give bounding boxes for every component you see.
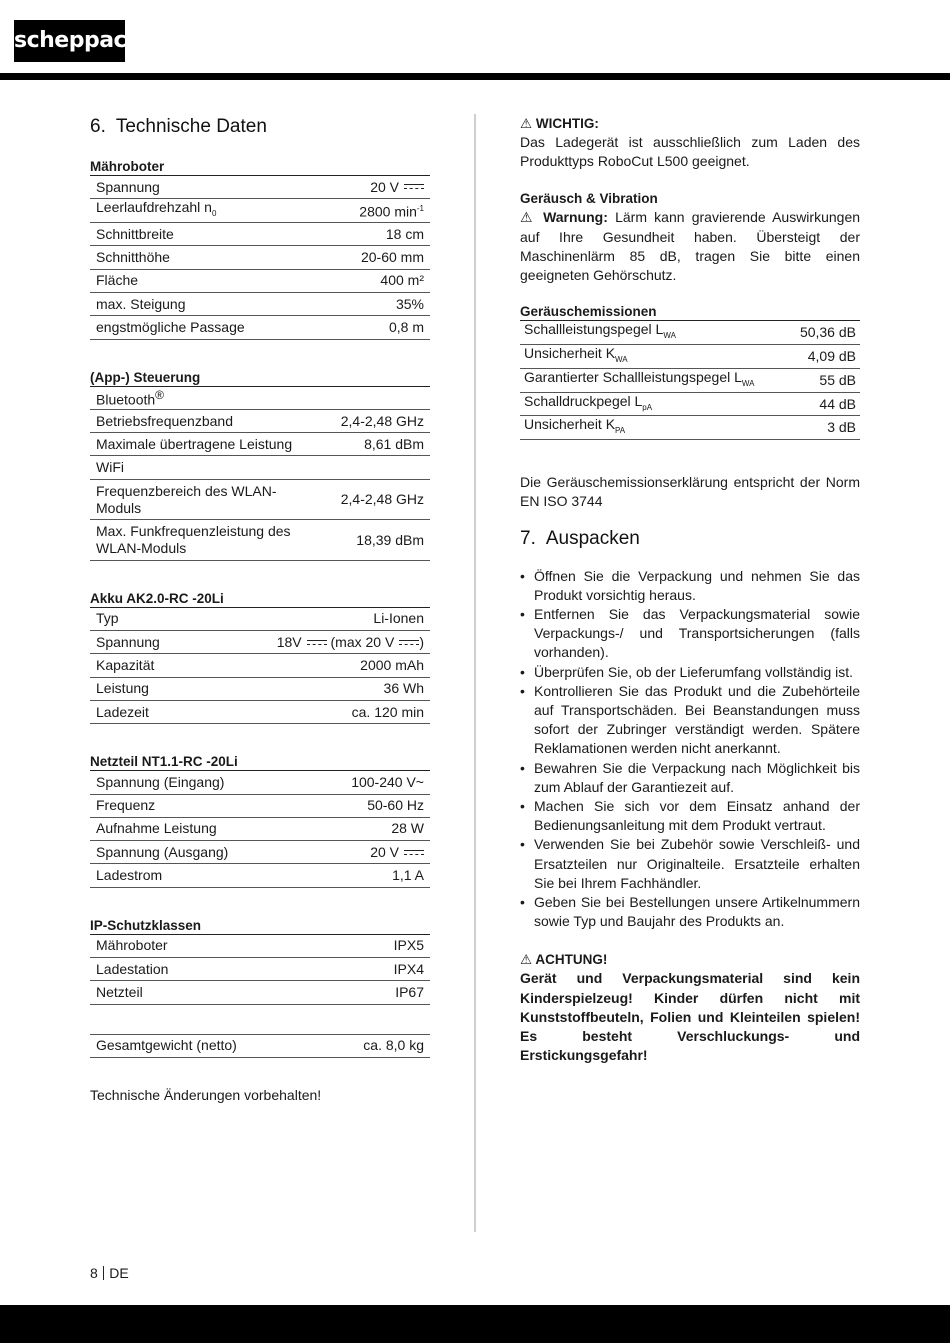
spec-table (90, 917, 430, 1005)
spec-table-title: Netzteil NT1.1-RC -20Li (90, 753, 430, 771)
spec-value (384, 680, 424, 697)
spec-value (391, 820, 424, 837)
wichtig-label: WICHTIG: (535, 116, 599, 131)
spec-value (352, 704, 424, 721)
emission-row (520, 345, 860, 369)
warnung-paragraph (520, 208, 860, 285)
wichtig-text: Das Ladegerät ist ausschließlich zum Laden des Produkttyps RoboCut L500 geeignet. (520, 134, 860, 170)
spec-label (96, 199, 359, 222)
spec-value-text: 0,8 m (388, 318, 424, 335)
achtung-label: ACHTUNG! (535, 952, 608, 968)
spec-label-text: Ladestation (96, 960, 169, 977)
wichtig-heading (520, 114, 860, 133)
spec-label (96, 272, 380, 289)
emission-label (524, 345, 808, 368)
spec-value (373, 610, 424, 627)
spec-value-text: 18V (276, 633, 302, 650)
spec-value-text: 18,39 dBm (356, 531, 424, 548)
spec-row (90, 199, 430, 223)
emission-label-text: Schallleistungspegel L (524, 321, 664, 338)
emission-row (520, 321, 860, 345)
spec-label-text: Aufnahme Leistung (96, 820, 217, 837)
warning-triangle-icon: ⚠ (520, 209, 536, 226)
list-item: • Kontrollieren Sie das Produkt und die Zubehörteile auf Transportschäden. Bei Beanstandungen muss sofort der Zubringer verständigt werden. Spätere Reklamationen werden nicht anerkannt. (520, 682, 860, 759)
warning-triangle-icon: ⚠ (520, 116, 533, 131)
spec-value-text: ca. 120 min (351, 703, 424, 720)
spec-label (96, 657, 360, 674)
spec-value-text: 100-240 V~ (351, 773, 424, 790)
spec-label-text: Bluetooth (96, 391, 156, 408)
spec-row (90, 631, 430, 654)
spec-label-text: Maximale übertragene Leistung (96, 435, 293, 452)
emission-label-text: Unsicherheit K (524, 416, 616, 433)
spec-label-text: Spannung (96, 178, 160, 195)
brand-logo: scheppach (14, 20, 125, 62)
spec-value-text: 28 W (391, 820, 424, 837)
spec-row (90, 818, 430, 841)
emission-label (524, 393, 819, 416)
weight-table (90, 1034, 430, 1058)
spec-label-text: Typ (96, 610, 119, 627)
weight-value: ca. 8,0 kg (363, 1037, 424, 1054)
spec-label (96, 820, 391, 837)
language-code: DE (109, 1265, 129, 1281)
spec-label-text: Spannung (Eingang) (96, 773, 225, 790)
spec-row (90, 270, 430, 293)
emission-label-sub: WA (741, 378, 755, 388)
spec-label (96, 523, 296, 557)
emission-label (524, 369, 819, 392)
changes-note: Technische Änderungen vorbehalten! (90, 1086, 322, 1103)
spec-value-text: IPX4 (393, 960, 424, 977)
spec-label-text: Leerlaufdrehzahl n (96, 199, 212, 216)
spec-row (90, 456, 430, 479)
spec-value-text: ) (419, 633, 424, 650)
emission-label (524, 416, 827, 439)
spec-value-text: 35% (395, 295, 424, 312)
spec-value-text: 400 m² (380, 272, 424, 289)
emission-label-text: Unsicherheit K (524, 345, 616, 362)
spec-row (90, 864, 430, 887)
unpacking-list (520, 567, 860, 932)
spec-value (370, 179, 424, 196)
spec-label-text: Fläche (96, 272, 139, 289)
spec-label (96, 937, 394, 954)
section-heading-technical-data (90, 114, 430, 140)
spec-label-text: Kapazität (96, 657, 155, 673)
spec-row (90, 316, 430, 339)
spec-label-text: Schnittbreite (96, 225, 174, 242)
spec-label (96, 483, 296, 517)
spec-value (277, 634, 424, 651)
spec-table-title: IP-Schutzklassen (90, 917, 430, 935)
direct-current-icon (399, 639, 419, 648)
spec-value (370, 844, 424, 861)
emission-value: 55 dB (819, 371, 856, 388)
spec-label (96, 797, 367, 814)
spec-table (90, 590, 430, 724)
spec-value (351, 774, 424, 791)
spec-label-text: Max. Funkfrequenzleistung des WLAN-Moduls (96, 523, 291, 557)
footer-separator (103, 1266, 105, 1280)
spec-label (96, 680, 384, 697)
section-number: 6. (90, 116, 106, 137)
emission-label-sub: WA (615, 354, 628, 364)
spec-label-sub: 0 (211, 209, 217, 219)
spec-label-text: Frequenzbereich des WLAN-Moduls (96, 482, 277, 516)
emission-value: 4,09 dB (807, 347, 856, 364)
spec-value-text: IP67 (395, 983, 424, 1000)
spec-value (395, 984, 424, 1001)
section-heading-unpacking (520, 526, 860, 552)
emission-label-sub: WA (663, 331, 676, 341)
spec-row (90, 246, 430, 269)
spec-table (90, 158, 430, 340)
list-item: • Bewahren Sie die Verpackung nach Möglichkeit bis zum Ablauf der Garantiezeit auf. (520, 759, 860, 797)
spec-row (90, 771, 430, 794)
spec-table (90, 369, 430, 561)
left-column (90, 114, 430, 1105)
spec-label (96, 459, 424, 476)
spec-value-text: 20 V (370, 843, 399, 860)
spec-value (364, 436, 424, 453)
spec-label (96, 319, 389, 336)
spec-value-text: 36 Wh (383, 680, 424, 697)
spec-value-text: 1,1 A (392, 867, 424, 884)
spec-value-text: (max 20 V (330, 633, 395, 650)
spec-label-text: Frequenz (96, 797, 156, 814)
registered-mark: ® (155, 387, 165, 402)
spec-value (386, 226, 424, 243)
spec-value (356, 532, 424, 549)
footer-bar (0, 1305, 950, 1343)
spec-value-text: Li-Ionen (373, 610, 424, 627)
spec-label (96, 634, 277, 651)
list-item: • Öffnen Sie die Verpackung und nehmen Sie das Produkt vorsichtig heraus. (520, 567, 860, 605)
emission-label-text: Garantierter Schallleistungspegel L (524, 368, 742, 385)
spec-row (90, 176, 430, 199)
spec-value-text: 18 cm (385, 225, 424, 242)
direct-current-icon (404, 849, 424, 858)
spec-row (90, 841, 430, 864)
weight-label: Gesamtgewicht (netto) (96, 1037, 237, 1054)
spec-row (90, 795, 430, 818)
spec-row (90, 387, 430, 410)
noise-heading: Geräusch & Vibration (520, 191, 658, 207)
spec-label (96, 179, 370, 196)
spec-value (341, 491, 424, 508)
spec-label-text: Ladezeit (96, 703, 149, 720)
emission-value: 50,36 dB (799, 324, 856, 341)
spec-label (96, 610, 373, 627)
section-title: Technische Daten (115, 116, 267, 137)
spec-label (96, 387, 424, 409)
spec-row (90, 678, 430, 701)
spec-value (359, 200, 424, 221)
warnung-text: Lärm kann gravierende Auswirkungen auf Ihre Gesundheit haben. Übersteigt der Maschinenlärm 85 dB, tragen Sie bitte einen geeigneten Gehörschutz. (520, 209, 861, 284)
spec-label-text: Spannung (96, 633, 160, 650)
spec-table-title: (App-) Steuerung (90, 369, 430, 387)
emission-label-sub: pA (642, 402, 653, 412)
emission-label-sub: PA (615, 426, 626, 436)
achtung-text: Gerät und Verpackungsmaterial sind kein Kinderspielzeug! Kinder dürfen nicht mit Kunststoffbeuteln, Folien und Kleinteilen spielen! Es besteht Verschluckungs- und Erstickungsgefahr! (520, 970, 860, 1064)
header-bar (0, 73, 950, 80)
spec-table-title: Mähroboter (90, 158, 430, 176)
section-number: 7. (520, 527, 536, 549)
spec-row (90, 433, 430, 456)
spec-label (96, 249, 361, 266)
spec-value-text: 2800 min (359, 204, 417, 221)
spec-value (394, 961, 424, 978)
spec-value (389, 319, 424, 336)
spec-value (394, 937, 424, 954)
list-item: • Geben Sie bei Bestellungen unsere Artikelnummern sowie Typ und Baujahr des Produkts an. (520, 893, 860, 931)
spec-label (96, 961, 394, 978)
spec-value-text: 2000 mAh (360, 657, 424, 673)
right-column (520, 114, 860, 1065)
spec-label (96, 704, 352, 721)
page-number: 8 (90, 1265, 98, 1281)
spec-label (96, 844, 370, 861)
column-divider (474, 114, 476, 1232)
achtung-heading (520, 950, 860, 969)
emission-row (520, 416, 860, 440)
spec-row (90, 654, 430, 677)
direct-current-icon (307, 639, 327, 648)
warning-triangle-icon: ⚠ (520, 952, 533, 968)
spec-row (90, 520, 430, 561)
spec-row (90, 410, 430, 433)
emission-value: 3 dB (827, 419, 856, 436)
spec-label-text: WiFi (96, 459, 124, 476)
spec-label (96, 867, 392, 884)
emission-value: 44 dB (819, 395, 856, 412)
direct-current-icon (404, 183, 424, 192)
spec-value (380, 272, 424, 289)
spec-row (90, 701, 430, 724)
spec-value-text: 8,61 dBm (364, 435, 424, 452)
spec-row (90, 223, 430, 246)
spec-label (96, 413, 341, 430)
page-footer (90, 1265, 129, 1281)
spec-value (396, 296, 424, 313)
spec-label-text: engstmögliche Passage (96, 318, 245, 335)
spec-value-text: 20-60 mm (360, 249, 424, 266)
spec-value-text: 2,4-2,48 GHz (340, 412, 424, 429)
spec-row (90, 480, 430, 521)
list-item: • Entfernen Sie das Verpackungsmaterial sowie Verpackungs-/ und Transportsicherungen (falls vorhanden). (520, 605, 860, 663)
spec-value (341, 413, 424, 430)
list-item: • Verwenden Sie bei Zubehör sowie Verschleiß- und Ersatzteilen nur Originalteile. Ersatzteile erhalten Sie bei Ihrem Fachhändler. (520, 835, 860, 893)
emission-label-text: Schalldruckpegel L (524, 392, 643, 409)
spec-value (360, 657, 424, 674)
spec-label-text: Mähroboter (96, 937, 168, 954)
spec-row (90, 981, 430, 1004)
spec-row (90, 935, 430, 958)
spec-value-text: 20 V (370, 178, 399, 195)
spec-value-sup: -1 (416, 204, 424, 214)
spec-row (90, 608, 430, 631)
spec-value-text: 50-60 Hz (367, 797, 424, 814)
spec-value (361, 249, 424, 266)
warnung-label: Warnung: (543, 209, 608, 226)
weight-row (90, 1035, 430, 1058)
spec-label-text: Netzteil (96, 983, 143, 1000)
spec-label (96, 436, 364, 453)
spec-table-title: Akku AK2.0-RC -20Li (90, 590, 430, 608)
spec-label (96, 226, 386, 243)
spec-label (96, 774, 351, 791)
section-title: Auspacken (545, 527, 640, 549)
spec-label-text: Betriebsfrequenzband (96, 412, 233, 429)
emission-table (520, 303, 860, 440)
emission-label (524, 321, 800, 344)
emission-row (520, 393, 860, 417)
spec-label-text: Schnitthöhe (96, 249, 170, 266)
spec-label-text: max. Steigung (96, 295, 186, 312)
list-item: • Machen Sie sich vor dem Einsatz anhand der Bedienungsanleitung mit dem Produkt vertraut. (520, 797, 860, 835)
spec-row (90, 293, 430, 316)
spec-label (96, 296, 396, 313)
emission-row (520, 369, 860, 393)
emission-note: Die Geräuschemissionserklärung entspricht der Norm EN ISO 3744 (520, 474, 860, 510)
spec-value-text: 2,4-2,48 GHz (340, 491, 424, 508)
spec-value (392, 867, 424, 884)
spec-tables (90, 158, 430, 1005)
list-item: • Überprüfen Sie, ob der Lieferumfang vollständig ist. (520, 663, 860, 682)
spec-label-text: Ladestrom (96, 867, 163, 884)
spec-label-text: Spannung (Ausgang) (96, 843, 229, 860)
emission-table-title: Geräuschemissionen (520, 303, 860, 321)
spec-value (367, 797, 424, 814)
spec-label (96, 984, 395, 1001)
spec-value-text: IPX5 (393, 937, 424, 954)
spec-table (90, 753, 430, 887)
spec-label-text: Leistung (96, 680, 149, 697)
spec-row (90, 958, 430, 981)
